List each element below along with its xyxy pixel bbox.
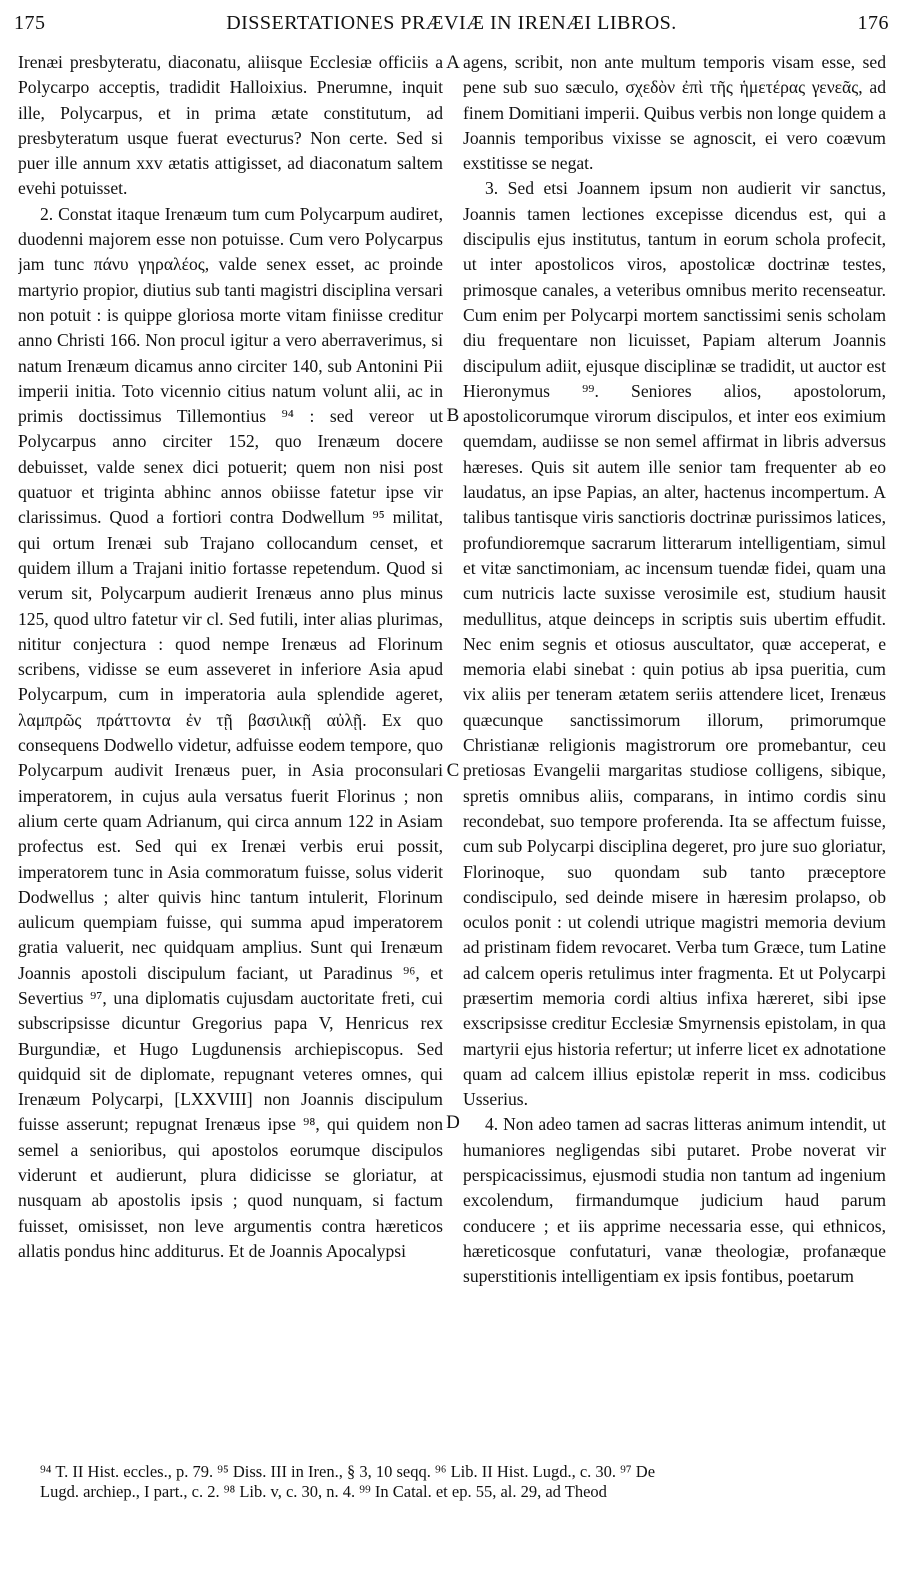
footnote-line-1: ⁹⁴ T. II Hist. eccles., p. 79. ⁹⁵ Diss. III in Iren., § 3, 10 seqq. ⁹⁶ Lib. II Hist. Lugd., c. 30. ⁹⁷ De [40,1462,656,1481]
paragraph-2-continued: agens, scribit, non ante multum temporis visam esse, sed pene sub suo sæculo, σχεδὸν ἐπὶ τῆς ἡμετέρας γενεᾶς, ad finem Domitiani imperii. Quibus verbis non longe quidem a Joannis temporibus vixisse se agnoscit, ei vero coævum exstitisse se negat. [463,52,886,174]
margin-letter-c: C [446,760,460,781]
margin-letter-b: B [446,405,460,426]
page-number-left: 175 [14,12,46,34]
paragraph-3: 3. Sed etsi Joannem ipsum non audierit vir sanctus, Joannis tamen lectiones excepisse dicendus est, qui a discipulis ejus institutus, tantum in eorum schola profecit, ut inter apostolicos viros, apostolicæ doctrinæ testes, primosque canales, a veteribus omnibus merito recenseatur. Cum enim per Polycarpi mortem sanctissimi senis scholam diu frequentare non licuisset, Papiam alterum Joannis discipulum adiit, ejusque disciplinæ se tradidit, ut auctor est Hieronymus ⁹⁹. Seniores alios, apostolorum, apostolicorumque virorum discipulos, et inter eos eximium quemdam, audiisse se non semel affirmat in libris adversus hæreses. Quis sit autem ille senior tam frequenter ab eo laudatus, an ipse Papias, an alter, hactenus incompertum. A talibus tantisque viris sanctioris doctrinæ purissimos latices, profundioremque sacrarum litterarum intelligentiam, simul et vitæ sanctimoniam, ac incensum tuendæ fidei, quam una cum nutricis lacte suxisse verosimile est, studium hausit medullitus, atque deinceps in scriptis suis ubertim effudit. Nec enim segnis et otiosus auscultator, quæ acceperat, e memoria elabi sinebat : quin potius ab ipsa pueritia, cum vix aliis per teneram ætatem seriis attendere licet, Irenæus quæcunque sanctissimorum illorum, primorumque Christianæ religionis magistrorum ore promebantur, ceu pretiosas Evangelii margaritas studiose colligens, sibique, spretis omnibus aliis, comparans, in intimo cordis sinu recondebat, suo tempore proferenda. Ita se affectum fuisse, cum sub Polycarpi disciplina degeret, pro jure suo gloriatur, Florinoque, suo quondam sub tanto præceptore condiscipulo, sed deinde misere in hæresim prolapso, ob oculos ponit : ut colendi utrique magistri memoria devium ad pristinam fidem revocaret. Verba tum Græce, tum Latine ad calcem operis retulimus inter fragmenta. Et ut Polycarpi præsertim memoria cordi altius infixa hæreret, sibi ipse exscripsisse creditur Ecclesiæ Smyrnensis epistolam, in qua martyrii ejus historia refertur; ut inferre licet ex adnotatione quam ad calcem illius epistolæ reperit in mss. codicibus Usserius. [463,178,886,1110]
paragraph-2: 2. Constat itaque Irenæum tum cum Polycarpum audiret, duodenni majorem esse non potuisse. Cum vero Polycarpus jam tunc πάνυ γηραλέος, valde senex esset, ac proinde martyrio propior, diutius sub tanti magistri disciplina versari non potuit : is quippe gloriosa morte vitam finiisse creditur anno Christi 166. Non procul igitur a vero aberraverimus, si natum Irenæum dicamus anno circiter 140, sub Antonini Pii imperii initia. Toto vicennio citius natum volunt alii, ac in primis doctissimus Tillemontius ⁹⁴ : sed vereor ut Polycarpus anno circiter 152, quo Irenæum docere debuisset, valde senex dici potuerit; quem non nisi post quatuor et triginta abhinc annos obiisse fatetur ipse vir clarissimus. Quod a fortiori contra Dodwellum ⁹⁵ militat, qui ortum Irenæi sub Trajano collocandum censet, et quidem illum a Trajani initio fortasse repetendum. Quod si verum sit, Polycarpum audierit Irenæus anno plus minus 125, quod ultro fatetur vir cl. Sed futili, inter alias plurimas, nititur conjectura : quod nempe Irenæus ad Florinum scribens, vidisse se eum asseveret in inferiore Asia apud Polycarpum, cum in imperatoria aula splendide ageret, λαμπρῶς πράττοντα ἐν τῇ βασιλικῇ αὐλῇ. Ex quo consequens Dodwello videtur, adfuisse eodem tempore, quo Polycarpum audivit Irenæus puer, in Asia proconsulari imperatorem, in cujus aula versatus fuerit Florinus ; non alium certe quam Adrianum, qui circa annum 122 in Asiam profectus est. Sed qui ex Irenæi verbis erui possit, imperatorem tunc in Asia commoratum fuisse, solus viderit Dodwellus ; alter quivis hinc tantum intulerit, Florinum aulicum quempiam fuisse, qui summa apud imperatorem gratia valuerit, nec quidquam amplius. Sunt qui Irenæum Joannis apostoli discipulum faciant, ut Paradinus ⁹⁶, et Severtius ⁹⁷, una diplomatis cujusdam auctoritate freti, cui subscripsisse dicuntur Gregorius papa V, Henricus rex Burgundiæ, et Hugo Lugdunensis archiepiscopus. Sed quidquid sit de diplomate, repugnant veteres omnes, qui Irenæum Polycarpi, [LXXVIII] non Joannis discipulum fuisse asserunt; repugnat Irenæus ipse ⁹⁸, qui quidem non semel a senioribus, qui apostolos eorumque discipulos viderunt et audierunt, plura didicisse se gloriatur, at nusquam ab apostolis ipsis ; quod nunquam, si factum fuisset, omisisset, non leve argumentis contra hæreticos allatis pondus hinc additurus. Et de Joannis Apocalypsi [18,203,443,1261]
left-column [18,50,443,1460]
margin-letter-a: A [446,52,460,73]
footnotes [40,1462,886,1502]
paragraph-4: 4. Non adeo tamen ad sacras litteras animum intendit, ut humaniores negligendas sibi putaret. Probe noverat vir perspicacissimus, ejusmodi studia non tantum ad ingenium excolendum, firmandumque judicium haud parum conducere ; et iis apprime necessaria esse, qui ethnicos, hæreticosque confutaturi, vanæ theologiæ, profanæque superstitionis intelligentiam ex ipsis fontibus, poetarum [463,1114,886,1287]
right-column [463,50,886,1460]
margin-letter-d: D [446,1112,460,1133]
running-title: DISSERTATIONES PRÆVIÆ IN IRENÆI LIBROS. [226,12,677,34]
running-header [14,6,889,46]
page-number-right: 176 [857,12,889,34]
paragraph-1-continued: Irenæi presbyteratu, diaconatu, aliisque Ecclesiæ officiis a Polycarpo acceptis, tradidit Halloixius. Pnerumne, inquit ille, Polycarpus, et in prima ætate constitutum, ad presbyteratum usque fuerat evecturus? Non certe. Sed si puer ille annum xxv ætatis attigisset, ad diaconatum saltem evehi potuisset. [18,52,443,199]
footnote-line-2: Lugd. archiep., I part., c. 2. ⁹⁸ Lib. v, c. 30, n. 4. ⁹⁹ In Catal. et ep. 55, al. 29, ad Theod [40,1482,607,1501]
